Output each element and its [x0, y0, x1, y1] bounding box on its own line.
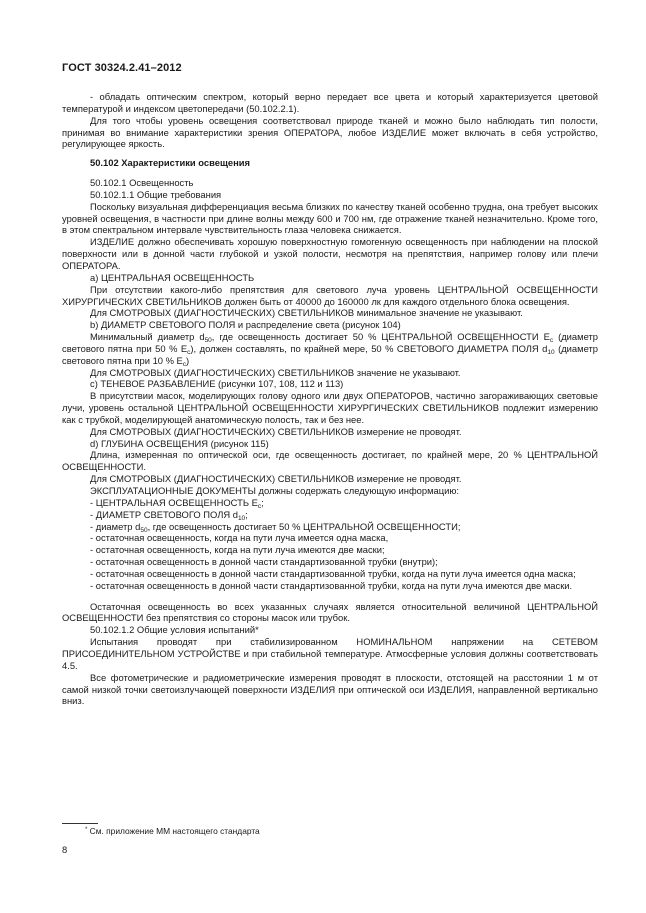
subscript: 10	[547, 348, 555, 356]
paragraph: - остаточная освещенность в донной части стандартизованной трубки, когда на пути луча имеются две маски.	[90, 579, 573, 591]
paragraph: В присутствии масок, моделирующих голову одного или двух ОПЕРАТОРОВ, частично загораживающих световые лучи, уровень остальной ЦЕНТРАЛЬНОЙ ОСВЕЩЕННОСТИ ХИРУРГИЧЕСКИХ СВЕТИЛЬНИКОВ подлежит измерению как с трубкой, моделирующей анатомическую полость, так и без нее.	[62, 390, 598, 425]
footnote-mark: *	[85, 827, 88, 833]
paragraph: Остаточная освещенность во всех указанных случаях является относительной величиной ЦЕНТРАЛЬНОЙ ОСВЕЩЕННОСТИ без препятствия со стороны масок или трубок.	[62, 600, 598, 624]
subscript: c	[549, 337, 554, 345]
paragraph: - диаметр $d_{50}$, где освещенность достигает 50 % ЦЕНТРАЛЬНОЙ ОСВЕЩЕННОСТИ;	[90, 520, 461, 534]
paragraph: - ДИАМЕТР СВЕТОВОГО ПОЛЯ $d_{10}$;	[90, 508, 248, 522]
paragraph: - обладать оптическим спектром, который верно передает все цвета и который характеризуется цветовой температурой и индексом цветопередачи (50.102.2.1).	[62, 91, 598, 114]
footnote-text: См. приложение ММ настоящего стандарта	[89, 826, 260, 836]
subscript: 50	[140, 526, 148, 534]
paragraph: 50.102.1.1 Общие требования	[90, 188, 222, 200]
paragraph: - остаточная освещенность, когда на пути луча имеется одна маска,	[90, 532, 389, 544]
paragraph: - остаточная освещенность в донной части стандартизованной трубки, когда на пути луча имеется одна маска;	[90, 567, 576, 579]
paragraph: При отсутствии какого-либо препятствия для светового луча уровень ЦЕНТРАЛЬНОЙ ОСВЕЩЕННОСТИ ХИРУРГИЧЕСКИХ СВЕТИЛЬНИКОВ должен быть от 40000 до 160000 лк для каждого отдельного блока освещения.	[62, 283, 598, 307]
footnote	[85, 826, 260, 836]
paragraph: 50.102.1.2 Общие условия испытаний*	[90, 624, 259, 636]
paragraph: Для СМОТРОВЫХ (ДИАГНОСТИЧЕСКИХ) СВЕТИЛЬНИКОВ измерение не проводят.	[90, 425, 462, 437]
paragraph: - остаточная освещенность, когда на пути луча имеются две маски;	[90, 544, 385, 556]
paragraph: Для СМОТРОВЫХ (ДИАГНОСТИЧЕСКИХ) СВЕТИЛЬНИКОВ минимальное значение не указывают.	[90, 307, 523, 319]
paragraph: Длина, измеренная по оптической оси, где освещенность достигает, по крайней мере, 20 % ЦЕНТРАЛЬНОЙ ОСВЕЩЕННОСТИ.	[62, 449, 598, 473]
paragraph: Для СМОТРОВЫХ (ДИАГНОСТИЧЕСКИХ) СВЕТИЛЬНИКОВ значение не указывают.	[90, 366, 461, 378]
subscript: c	[187, 348, 191, 356]
paragraph: b) ДИАМЕТР СВЕТОВОГО ПОЛЯ и распределение света (рисунок 104)	[90, 319, 401, 331]
paragraph: 50.102.1 Освещенность	[90, 177, 194, 189]
subscript: c	[182, 360, 187, 368]
paragraph: Минимальный диаметр $d_{50}$, где освещенность достигает 50 % ЦЕНТРАЛЬНОЙ ОСВЕЩЕННОСТИ $E_c$ (диаметр светового пятна при 50 % $E_c$), должен составлять, по крайней мере, 50 % СВЕТОВОГО ДИАМЕТРА ПОЛЯ $d_{10}$ (диаметр светового пятна при 10 % $E_c$)	[62, 331, 598, 368]
document-body	[62, 91, 598, 707]
subscript: 10	[237, 514, 246, 522]
paragraph: c) ТЕНЕВОЕ РАЗБАВЛЕНИЕ (рисунки 107, 108, 112 и 113)	[90, 378, 344, 390]
document-header: ГОСТ 30324.2.41–2012	[62, 62, 182, 74]
paragraph: d) ГЛУБИНА ОСВЕЩЕНИЯ (рисунок 115)	[90, 437, 269, 449]
paragraph: Все фотометрические и радиометрические измерения проводят в плоскости, отстоящей на расстоянии 1 м от самой низкой точки светоизлучающей поверхности ИЗДЕЛИЯ при оптической оси ИЗДЕЛИЯ, направленной вертикально вниз.	[62, 671, 598, 707]
paragraph: Поскольку визуальная дифференциация весьма близких по качеству тканей особенно трудна, она требует высоких уровней освещения, в частности при длине волны между 600 и 700 нм, где отражение тканей незначительно. Кроме того, в этом спектральном интервале чувствительность глаза человека снижается.	[62, 200, 598, 236]
paragraph: a) ЦЕНТРАЛЬНАЯ ОСВЕЩЕННОСТЬ	[90, 271, 255, 283]
paragraph: Для того чтобы уровень освещения соответствовал природе тканей и можно было наблюдать тип полости, принимая во внимание характеристики зрения ОПЕРАТОРА, любое ИЗДЕЛИЕ может включать в себя устройство, регулирующее яркость.	[62, 114, 598, 150]
page-number: 8	[62, 844, 68, 855]
paragraph: Испытания проводят при стабилизированном НОМИНАЛЬНОМ напряжении на СЕТЕВОМ ПРИСОЕДИНИТЕЛЬНОМ УСТРОЙСТВЕ и при стабильной температуре. Атмосферные условия должны соответствовать 4.5.	[62, 636, 598, 671]
subscript: 50	[204, 337, 212, 345]
section-heading: 50.102 Характеристики освещения	[90, 157, 250, 169]
paragraph: - ЦЕНТРАЛЬНАЯ ОСВЕЩЕННОСТЬ $E_c$;	[90, 496, 264, 510]
paragraph: ЭКСПЛУАТАЦИОННЫЕ ДОКУМЕНТЫ должны содержать следующую информацию:	[90, 485, 460, 496]
subscript: c	[257, 502, 262, 510]
paragraph: ИЗДЕЛИЕ должно обеспечивать хорошую поверхностную гомогенную освещенность при наблюдении на плоской поверхности или в донной части глубокой и узкой полости, несмотря на препятствия, например голову или плечи ОПЕРАТОРА.	[62, 236, 598, 271]
footnote-separator	[62, 823, 98, 824]
paragraph: Для СМОТРОВЫХ (ДИАГНОСТИЧЕСКИХ) СВЕТИЛЬНИКОВ измерение не проводят.	[90, 473, 462, 485]
paragraph: - остаточная освещенность в донной части стандартизованной трубки (внутри);	[90, 556, 438, 568]
